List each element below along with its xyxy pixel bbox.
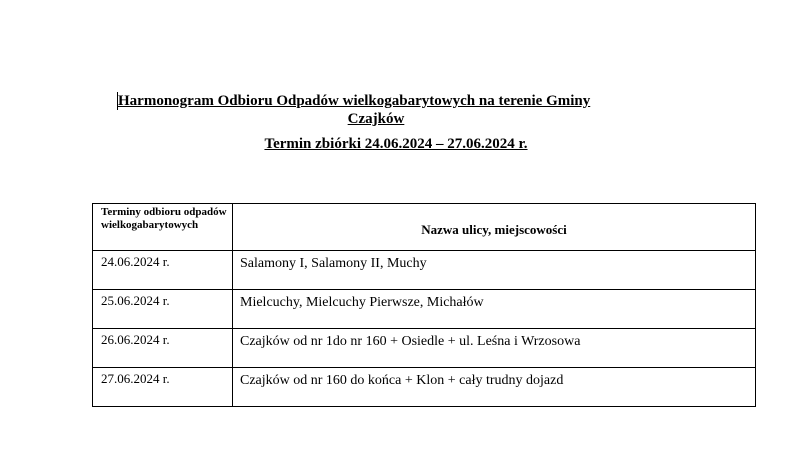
row-date-cell: 27.06.2024 r. <box>93 368 233 407</box>
table-row <box>93 290 756 329</box>
header-date-column: Terminy odbioru odpadów wielkogabarytowych <box>93 204 233 251</box>
document-title-line-2: Czajków <box>347 111 405 127</box>
document-title-line-1: Harmonogram Odbioru Odpadów wielkogabarytowych na terenie Gminy <box>118 93 591 109</box>
document-collection-period: Termin zbiórki 24.06.2024 – 27.06.2024 r. <box>264 136 528 152</box>
row-street-cell: Mielcuchy, Mielcuchy Pierwsze, Michałów <box>233 290 756 329</box>
header-street-column: Nazwa ulicy, miejscowości <box>233 204 756 251</box>
table-row <box>93 251 756 290</box>
table-row <box>93 329 756 368</box>
row-date-cell: 26.06.2024 r. <box>93 329 233 368</box>
row-street-cell: Czajków od nr 1do nr 160 + Osiedle + ul. Leśna i Wrzosowa <box>233 329 756 368</box>
row-street-cell: Salamony I, Salamony II, Muchy <box>233 251 756 290</box>
table-header-row <box>93 204 756 251</box>
row-street-cell: Czajków od nr 160 do końca + Klon + cały trudny dojazd <box>233 368 756 407</box>
schedule-table <box>92 203 756 407</box>
row-date-cell: 25.06.2024 r. <box>93 290 233 329</box>
row-date-cell: 24.06.2024 r. <box>93 251 233 290</box>
table-row <box>93 368 756 407</box>
